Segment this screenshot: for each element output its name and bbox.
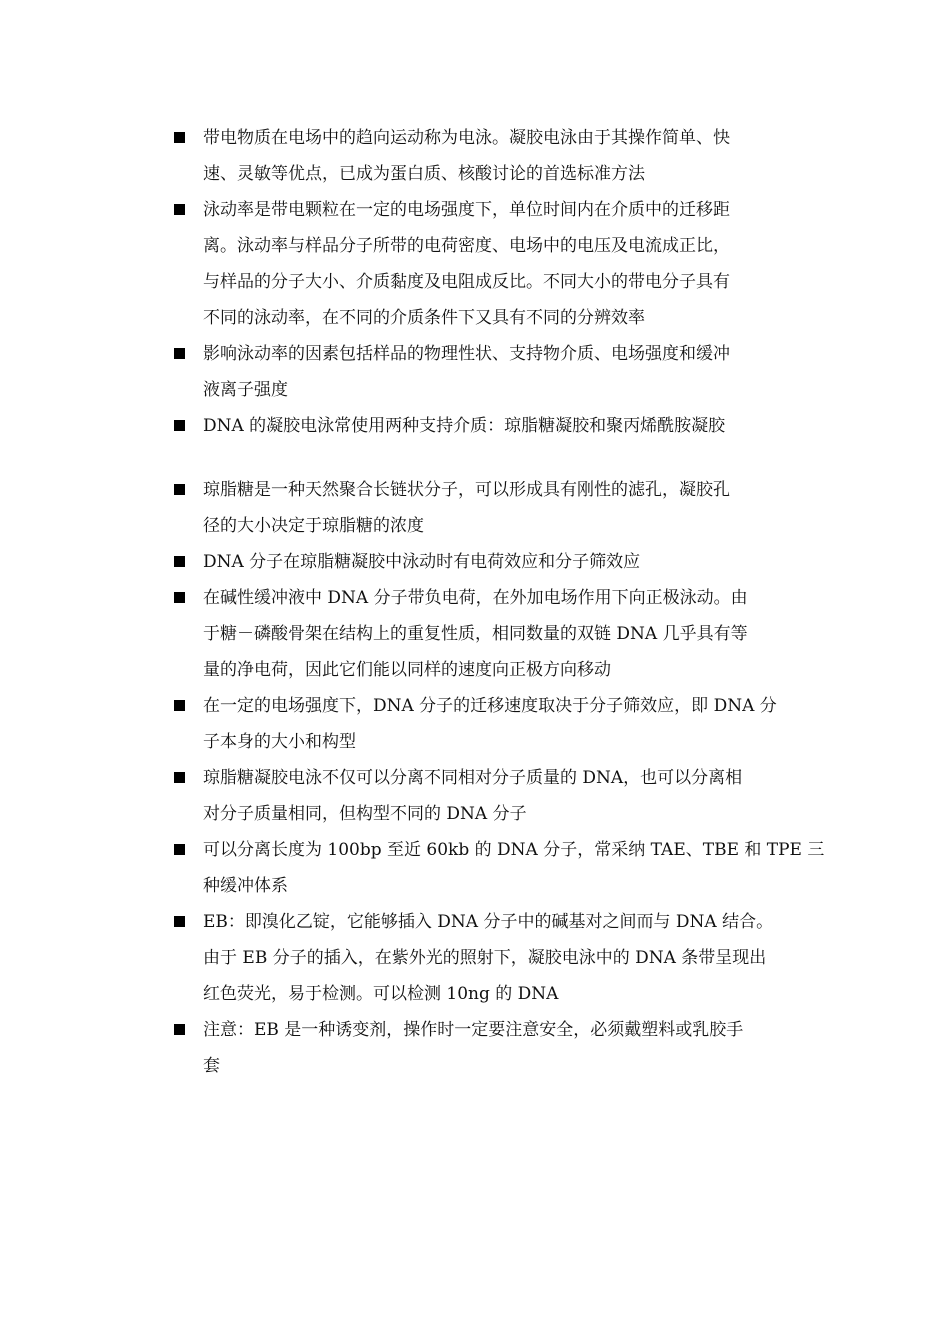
square-bullet-icon <box>174 916 185 927</box>
square-bullet-icon <box>174 132 185 143</box>
square-bullet-icon <box>174 772 185 783</box>
list-item <box>174 472 814 544</box>
list-item <box>174 760 814 832</box>
list-item <box>174 192 814 336</box>
list-item <box>174 408 814 444</box>
list-item-line: 泳动率是带电颗粒在一定的电场强度下，单位时间内在介质中的迁移距 <box>203 200 730 220</box>
list-item-line: 琼脂糖是一种天然聚合长链状分子，可以形成具有刚性的滤孔，凝胶孔 <box>203 480 730 500</box>
list-item <box>174 120 814 192</box>
list-item-line: 速、灵敏等优点，已成为蛋白质、核酸讨论的首选标准方法 <box>203 164 645 184</box>
square-bullet-icon <box>174 592 185 603</box>
list-item-line: 与样品的分子大小、介质黏度及电阻成反比。不同大小的带电分子具有 <box>203 272 730 292</box>
list-item <box>174 904 814 1012</box>
list-item-line: 径的大小决定于琼脂糖的浓度 <box>203 516 424 536</box>
list-item-line: 对分子质量相同，但构型不同的 DNA 分子 <box>203 804 527 824</box>
list-item <box>174 1012 814 1084</box>
square-bullet-icon <box>174 844 185 855</box>
list-item-line: 在一定的电场强度下，DNA 分子的迁移速度取决于分子筛效应，即 DNA 分 <box>203 696 777 716</box>
list-item-line: 套 <box>203 1056 220 1076</box>
list-item-line: 量的净电荷，因此它们能以同样的速度向正极方向移动 <box>203 660 611 680</box>
list-item-line: 带电物质在电场中的趋向运动称为电泳。凝胶电泳由于其操作简单、快 <box>203 128 730 148</box>
list-item-line: 离。泳动率与样品分子所带的电荷密度、电场中的电压及电流成正比， <box>203 236 730 256</box>
square-bullet-icon <box>174 484 185 495</box>
list-item-line: EB：即溴化乙锭，它能够插入 DNA 分子中的碱基对之间而与 DNA 结合。 <box>203 912 774 932</box>
list-item-line: 注意：EB 是一种诱变剂，操作时一定要注意安全，必须戴塑料或乳胶手 <box>203 1020 744 1040</box>
list-item-line: 不同的泳动率，在不同的介质条件下又具有不同的分辨效率 <box>203 308 645 328</box>
list-item-line: 在碱性缓冲液中 DNA 分子带负电荷，在外加电场作用下向正极泳动。由 <box>203 588 748 608</box>
square-bullet-icon <box>174 420 185 431</box>
square-bullet-icon <box>174 700 185 711</box>
list-item-line: 于糖－磷酸骨架在结构上的重复性质，相同数量的双链 DNA 几乎具有等 <box>203 624 748 644</box>
list-item-line: DNA 的凝胶电泳常使用两种支持介质：琼脂糖凝胶和聚丙烯酰胺凝胶 <box>203 416 726 436</box>
list-item-line: 液离子强度 <box>203 380 288 400</box>
list-item-line: 种缓冲体系 <box>203 876 288 896</box>
list-item-line: 影响泳动率的因素包括样品的物理性状、支持物介质、电场强度和缓冲 <box>203 344 730 364</box>
square-bullet-icon <box>174 204 185 215</box>
bullet-list <box>174 120 825 1084</box>
list-item-line: 红色荧光，易于检测。可以检测 10ng 的 DNA <box>203 984 559 1004</box>
list-item <box>174 544 814 580</box>
list-item-line: 由于 EB 分子的插入，在紫外光的照射下，凝胶电泳中的 DNA 条带呈现出 <box>203 948 767 968</box>
list-item-line: DNA 分子在琼脂糖凝胶中泳动时有电荷效应和分子筛效应 <box>203 552 641 572</box>
list-item <box>174 336 814 408</box>
square-bullet-icon <box>174 1024 185 1035</box>
list-item-line: 琼脂糖凝胶电泳不仅可以分离不同相对分子质量的 DNA，也可以分离相 <box>203 768 743 788</box>
list-item-line: 子本身的大小和构型 <box>203 732 356 752</box>
list-item-line: 可以分离长度为 100bp 至近 60kb 的 DNA 分子，常采纳 TAE、TBE 和 TPE 三 <box>203 840 825 860</box>
list-item <box>174 688 814 760</box>
square-bullet-icon <box>174 556 185 567</box>
list-item <box>174 580 814 688</box>
square-bullet-icon <box>174 348 185 359</box>
list-item <box>174 832 825 904</box>
